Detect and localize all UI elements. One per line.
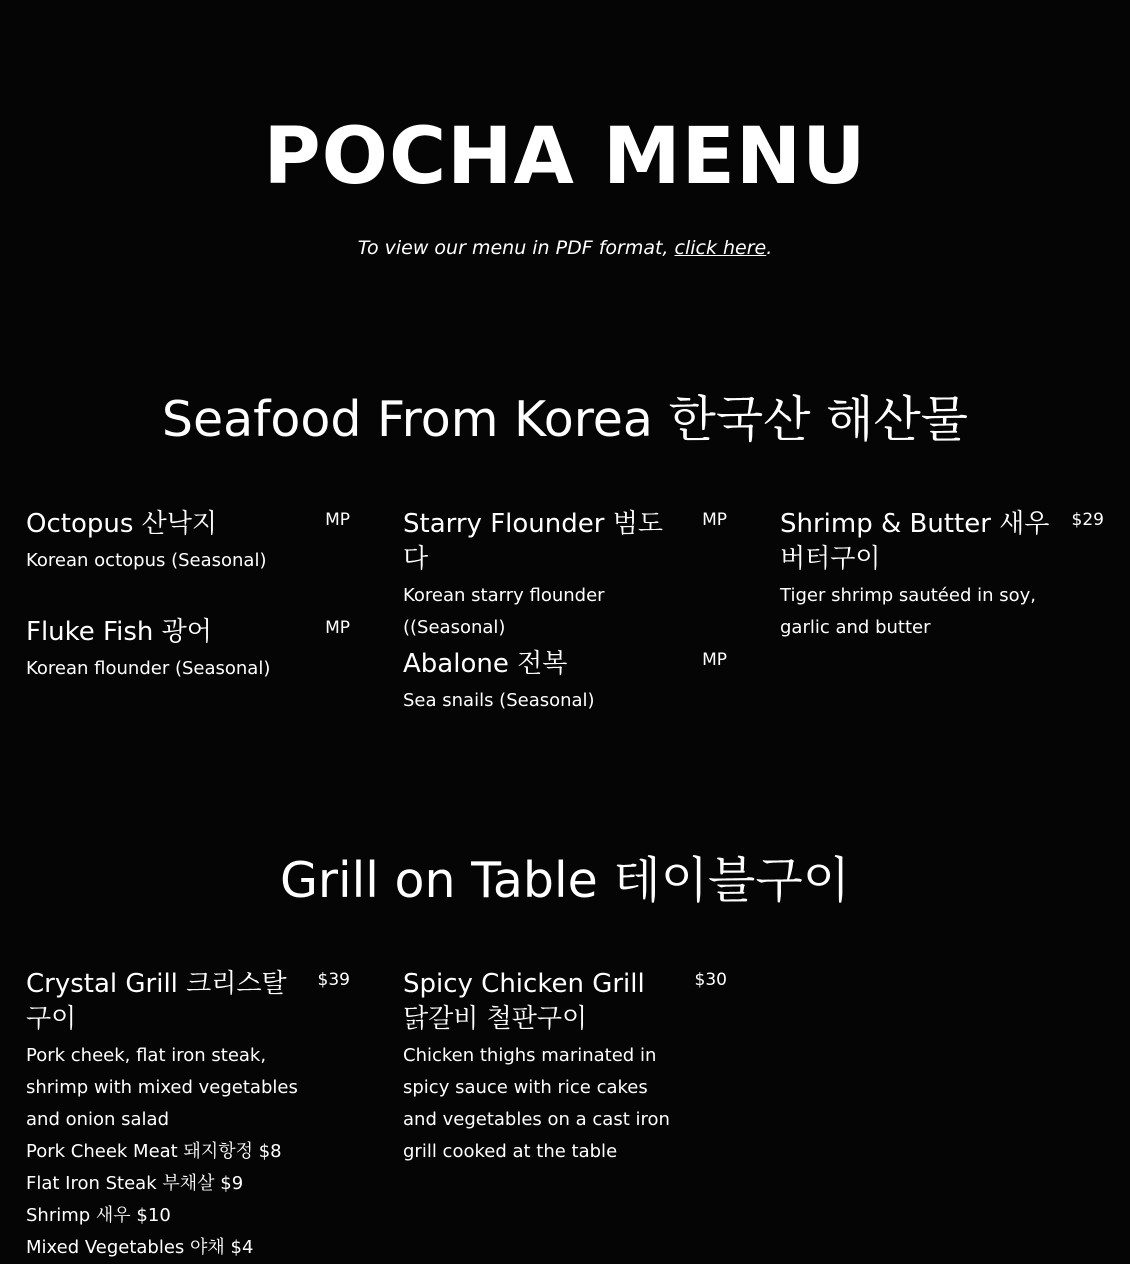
menu-item-fluke-fish bbox=[26, 615, 350, 685]
item-description: Sea snails (Seasonal) bbox=[403, 690, 595, 711]
item-name: Fluke Fish 광어 bbox=[26, 617, 212, 647]
section-title-seafood: Seafood From Korea 한국산 해산물 bbox=[161, 391, 969, 448]
page-title: POCHA MENU bbox=[263, 112, 867, 202]
item-description: Pork cheek, flat iron steak, shrimp with mixed vegetables and onion salad bbox=[26, 1045, 298, 1130]
menu-item-octopus bbox=[26, 507, 350, 577]
pdf-note-period: . bbox=[766, 237, 773, 259]
pdf-note bbox=[0, 235, 1130, 261]
item-name: Spicy Chicken Grill 닭갈비 철판구이 bbox=[403, 969, 645, 1034]
menu-item-abalone bbox=[403, 647, 727, 717]
item-description: Korean octopus (Seasonal) bbox=[26, 550, 267, 571]
item-description: Chicken thighs marinated in spicy sauce with rice cakes and vegetables on a cast iron grill cooked at the table bbox=[403, 1045, 670, 1162]
item-name: Starry Flounder 범도다 bbox=[403, 509, 663, 574]
item-price: $30 bbox=[694, 970, 727, 990]
item-price: MP bbox=[702, 650, 727, 670]
pdf-link[interactable]: click here bbox=[674, 237, 767, 259]
pdf-note-text: To view our menu in PDF format, bbox=[357, 237, 675, 259]
addon-shrimp: Shrimp 새우 $10 bbox=[26, 1205, 171, 1226]
item-price: MP bbox=[325, 618, 350, 638]
menu-item-shrimp-butter bbox=[780, 507, 1104, 644]
item-price: $29 bbox=[1071, 510, 1104, 530]
addon-pork-cheek: Pork Cheek Meat 돼지항정 $8 bbox=[26, 1141, 282, 1162]
section-title-grill: Grill on Table 테이블구이 bbox=[279, 852, 851, 909]
item-price: MP bbox=[325, 510, 350, 530]
item-price: MP bbox=[702, 510, 727, 530]
addon-mixed-vegetables: Mixed Vegetables 야채 $4 bbox=[26, 1237, 254, 1258]
menu-item-crystal-grill bbox=[26, 967, 350, 1264]
item-description: Korean flounder (Seasonal) bbox=[26, 658, 271, 679]
item-name: Shrimp & Butter 새우 버터구이 bbox=[780, 509, 1050, 574]
item-name: Octopus 산낙지 bbox=[26, 509, 218, 539]
menu-item-spicy-chicken-grill bbox=[403, 967, 727, 1168]
menu-item-starry-flounder bbox=[403, 507, 727, 644]
item-description: Korean starry flounder ((Seasonal) bbox=[403, 585, 605, 638]
addon-flat-iron-steak: Flat Iron Steak 부채살 $9 bbox=[26, 1173, 244, 1194]
item-price: $39 bbox=[317, 970, 350, 990]
item-name: Abalone 전복 bbox=[403, 649, 568, 679]
item-name: Crystal Grill 크리스탈구이 bbox=[26, 969, 287, 1034]
item-description: Tiger shrimp sautéed in soy, garlic and butter bbox=[780, 585, 1036, 638]
